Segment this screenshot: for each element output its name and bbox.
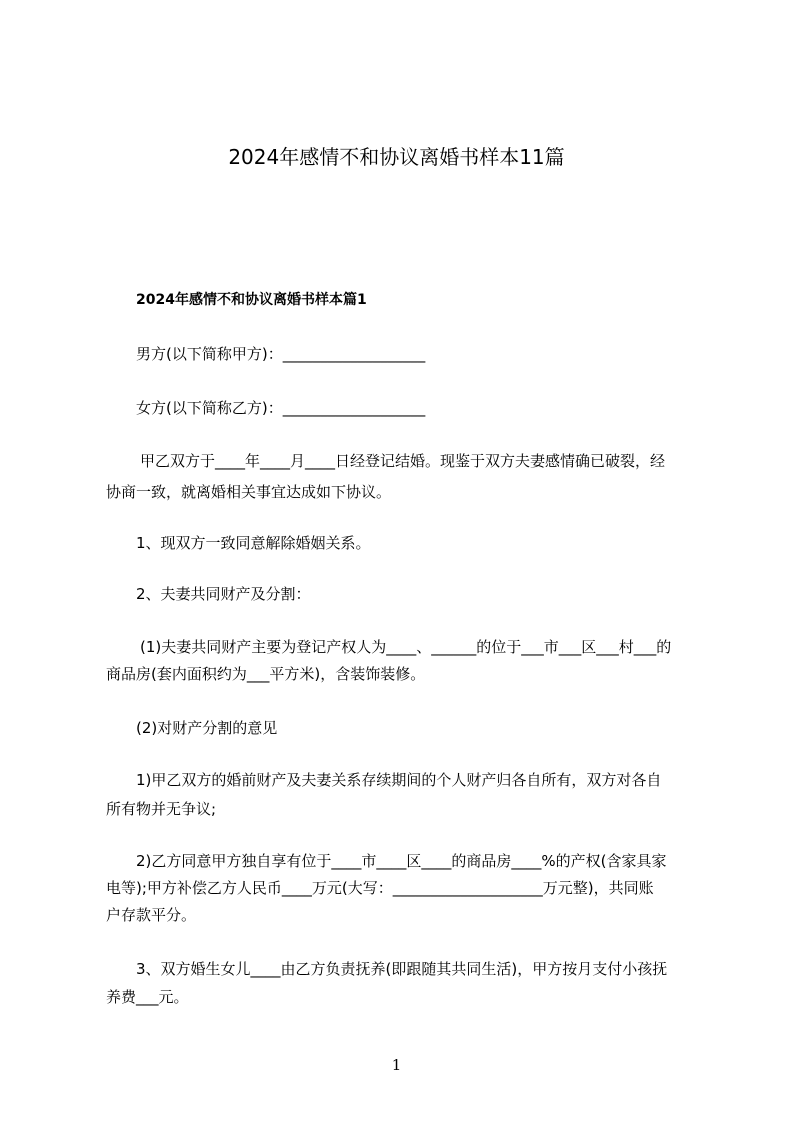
opinion-line-2a: 2)乙方同意甲方独自享有位于____市____区____的商品房____%的产权(含家具家 (136, 852, 667, 870)
property-line-1a: (1)夫妻共同财产主要为登记产权人为____、______的位于___市___区___村___的 (140, 638, 672, 656)
opinion-line-2c: 户存款平分。 (106, 906, 197, 924)
clause-3-line-b: 养费___元。 (106, 988, 189, 1006)
opinion-line-2b: 电等);甲方补偿乙方人民币____万元(大写：____________________万元整)，共同账 (106, 879, 654, 897)
document-title: 2024年感情不和协议离婚书样本11篇 (228, 145, 565, 169)
male-party-line: 男方(以下简称甲方)：___________________ (136, 345, 426, 363)
page-number: 1 (391, 1056, 402, 1074)
opinion-line-1b: 所有物并无争议; (106, 800, 217, 818)
clause-2: 2、夫妻共同财产及分割： (136, 585, 311, 603)
clause-3-line-a: 3、双方婚生女儿____由乙方负责抚养(即跟随其共同生活)，甲方按月支付小孩抚 (136, 960, 668, 978)
property-line-1b: 商品房(套内面积约为___平方米)，含装饰装修。 (106, 665, 426, 683)
female-party-line: 女方(以下简称乙方)：___________________ (136, 399, 426, 417)
intro-line-1: 甲乙双方于____年____月____日经登记结婚。现鉴于双方夫妻感情确已破裂，经 (140, 452, 666, 470)
opinion-line-1a: 1)甲乙双方的婚前财产及夫妻关系存续期间的个人财产归各自所有，双方对各自 (136, 771, 662, 789)
clause-1: 1、现双方一致同意解除婚姻关系。 (136, 534, 371, 552)
intro-line-2: 协商一致，就离婚相关事宜达成如下协议。 (106, 483, 392, 501)
section-heading: 2024年感情不和协议离婚书样本篇1 (136, 292, 367, 308)
property-line-2: (2)对财产分割的意见 (136, 719, 278, 737)
